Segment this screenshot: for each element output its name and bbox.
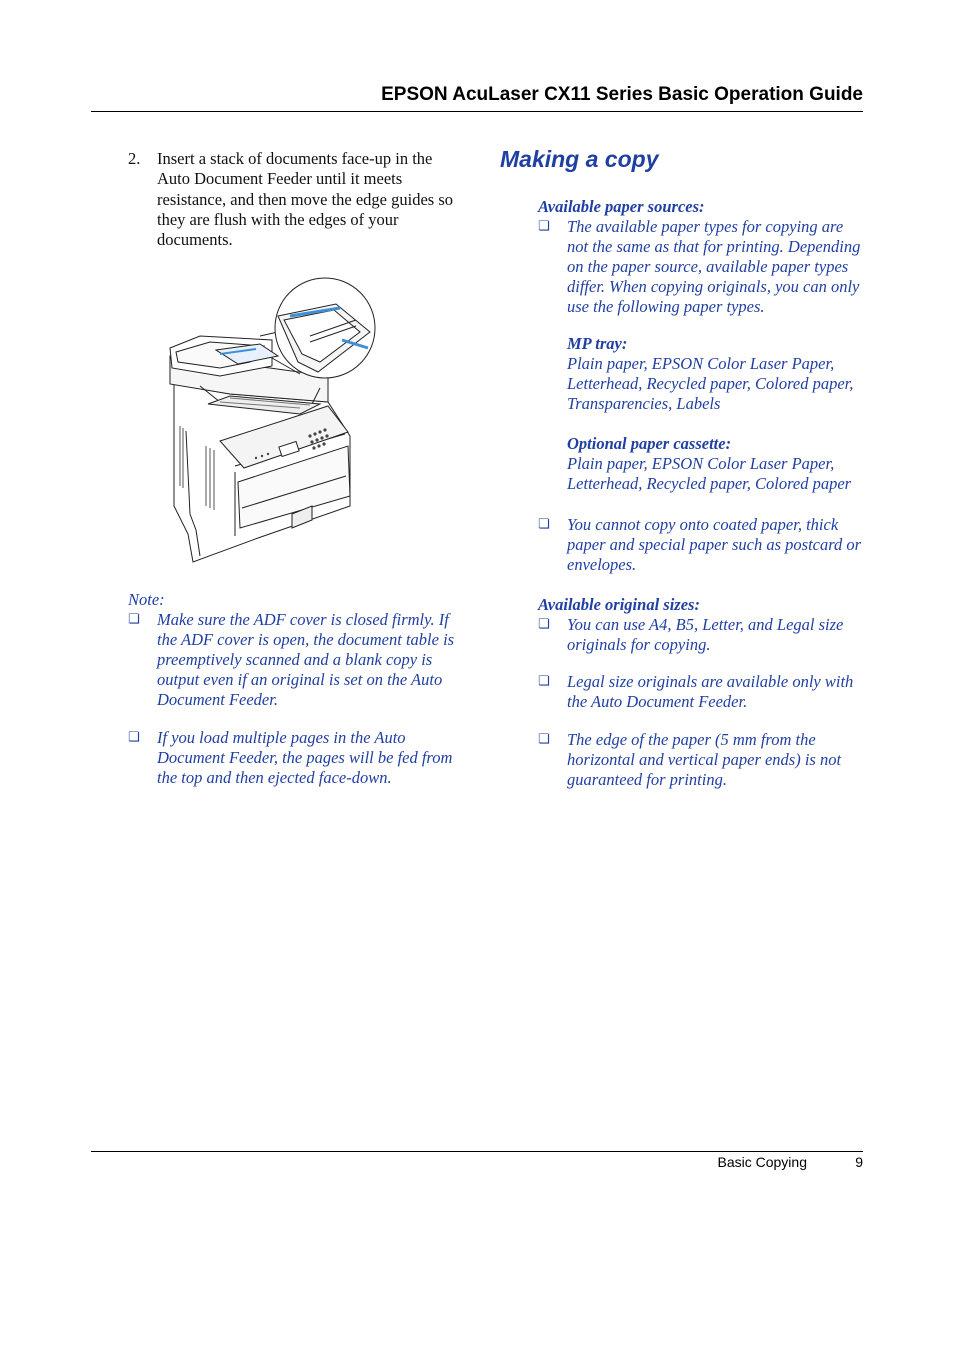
- original-sizes-label: Available original sizes:: [538, 595, 700, 614]
- note-item-text: Make sure the ADF cover is closed firmly. If the ADF cover is open, the document table is preemptively scanned and a blank copy is output even if an original is set on the Auto Document Feeder.: [157, 610, 455, 709]
- footer-section-title: Basic Copying: [717, 1154, 807, 1170]
- checkbox-bullet-icon: ❏: [128, 612, 140, 627]
- header-rule: [91, 111, 863, 112]
- note-label: Note:: [128, 590, 165, 609]
- original-sizes-item: [538, 730, 864, 790]
- original-sizes-item: [538, 615, 864, 655]
- paper-sources-item: [538, 515, 864, 575]
- note-item-text: If you load multiple pages in the Auto Document Feeder, the pages will be fed from the top and then ejected face-down.: [157, 728, 453, 787]
- page-header-title: EPSON AcuLaser CX11 Series Basic Operation Guide: [381, 84, 863, 105]
- step-number: 2.: [128, 149, 141, 168]
- mp-tray-text: Plain paper, EPSON Color Laser Paper, Letterhead, Recycled paper, Colored paper, Transparencies, Labels: [567, 354, 854, 413]
- checkbox-bullet-icon: ❏: [538, 517, 550, 532]
- page-number: 9: [855, 1154, 863, 1170]
- mp-tray-label: MP tray:: [567, 334, 628, 353]
- step-2: [128, 149, 458, 250]
- checkbox-bullet-icon: ❏: [538, 219, 550, 234]
- section-heading: Making a copy: [500, 146, 659, 172]
- original-sizes-item-text: You can use A4, B5, Letter, and Legal size originals for copying.: [567, 615, 844, 654]
- footer-rule: [91, 1151, 863, 1152]
- checkbox-bullet-icon: ❏: [538, 732, 550, 747]
- note-item: [128, 610, 458, 710]
- paper-sources-label: Available paper sources:: [538, 197, 705, 216]
- checkbox-bullet-icon: ❏: [538, 674, 550, 689]
- note-item: [128, 728, 458, 788]
- checkbox-bullet-icon: ❏: [538, 617, 550, 632]
- optional-cassette-label: Optional paper cassette:: [567, 434, 732, 453]
- step-text: Insert a stack of documents face-up in the Auto Document Feeder until it meets resistance, and then move the edge guides so they are flush with the edges of your documents.: [157, 149, 453, 250]
- paper-sources-item-text: The available paper types for copying are not the same as that for printing. Depending on the paper source, available paper types differ. When copying originals, you can only use the following paper types.: [567, 217, 861, 316]
- original-sizes-item: [538, 672, 864, 712]
- original-sizes-item-text: The edge of the paper (5 mm from the horizontal and vertical paper ends) is not guaranteed for printing.: [567, 730, 842, 789]
- paper-sources-item-text: You cannot copy onto coated paper, thick paper and special paper such as postcard or envelopes.: [567, 515, 862, 574]
- original-sizes-item-text: Legal size originals are available only with the Auto Document Feeder.: [567, 672, 854, 711]
- optional-cassette-text: Plain paper, EPSON Color Laser Paper, Letterhead, Recycled paper, Colored paper: [567, 454, 852, 493]
- checkbox-bullet-icon: ❏: [128, 730, 140, 745]
- paper-sources-item: [538, 217, 864, 317]
- printer-adf-illustration: [160, 276, 382, 566]
